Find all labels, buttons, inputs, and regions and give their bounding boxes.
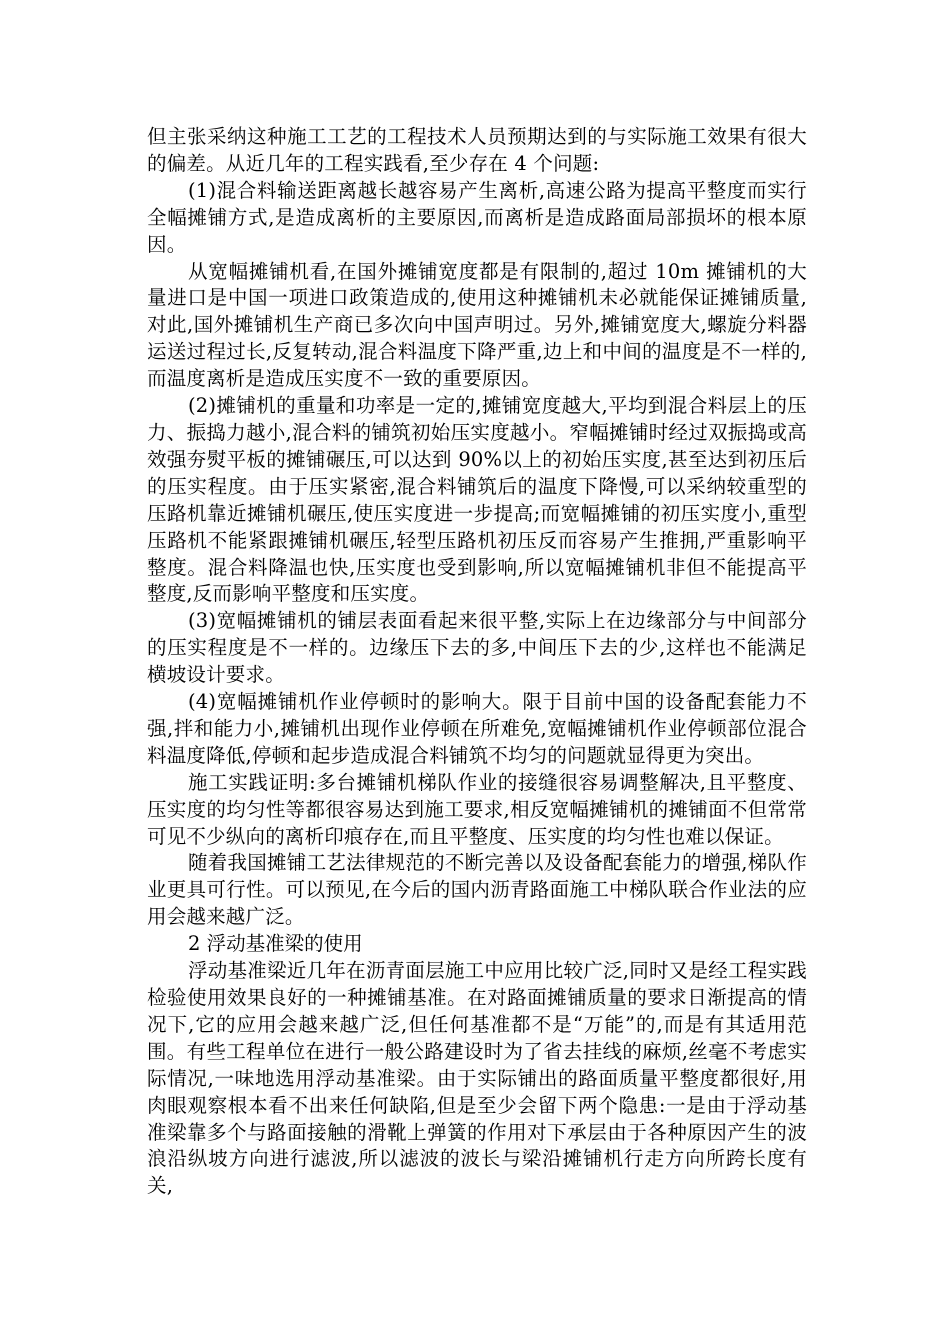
paragraph: 施工实践证明:多台摊铺机梯队作业的接缝很容易调整解决,且平整度、压实度的均匀性等都很容易达到施工要求,相反宽幅摊铺机的摊铺面不但常常可见不少纵向的离析印痕存在,而且平整度、压实度的均匀性也难以保证。	[147, 770, 807, 848]
paragraph: 但主张采纳这种施工工艺的工程技术人员预期达到的与实际施工效果有很大的偏差。从近几年的工程实践看,至少存在 4 个问题:	[147, 125, 807, 175]
paragraph: 从宽幅摊铺机看,在国外摊铺宽度都是有限制的,超过 10m 摊铺机的大量进口是中国一项进口政策造成的,使用这种摊铺机未必就能保证摊铺质量,对此,国外摊铺机生产商已多次向中国声明过。另外,摊铺宽度大,螺旋分料器运送过程过长,反复转动,混合料温度下降严重,边上和中间的温度是不一样的,而温度离析是造成压实度不一致的重要原因。	[147, 259, 807, 391]
paragraph: (3)宽幅摊铺机的铺层表面看起来很平整,实际上在边缘部分与中间部分的压实程度是不一样的。边缘压下去的多,中间压下去的少,这样也不能满足横坡设计要求。	[147, 609, 807, 687]
paragraph: (1)混合料输送距离越长越容易产生离析,高速公路为提高平整度而实行全幅摊铺方式,是造成离析的主要原因,而离析是造成路面局部损坏的根本原因。	[147, 178, 807, 256]
paragraph: (4)宽幅摊铺机作业停顿时的影响大。限于目前中国的设备配套能力不强,拌和能力小,摊铺机出现作业停顿在所难免,宽幅摊铺机作业停顿部位混合料温度降低,停顿和起步造成混合料铺筑不均匀的问题就显得更为突出。	[147, 690, 807, 767]
section-heading: 2 浮动基准梁的使用	[188, 932, 363, 956]
paragraph: 浮动基准梁近几年在沥青面层施工中应用比较广泛,同时又是经工程实践检验使用效果良好的一种摊铺基准。在对路面摊铺质量的要求日渐提高的情况下,它的应用会越来越广泛,但任何基准都不是“万能”的,而是有其适用范围。有些工程单位在进行一般公路建设时为了省去挂线的麻烦,丝毫不考虑实际情况,一味地选用浮动基准梁。由于实际铺出的路面质量平整度都很好,用肉眼观察根本看不出来任何缺陷,但是至少会留下两个隐患:一是由于浮动基准梁靠多个与路面接触的滑靴上弹簧的作用对下承层由于各种原因产生的波浪沿纵坡方向进行滤波,所以滤波的波长与梁沿摊铺机行走方向所跨长度有关,	[147, 959, 807, 1198]
paragraph: 随着我国摊铺工艺法律规范的不断完善以及设备配套能力的增强,梯队作业更具可行性。可以预见,在今后的国内沥青路面施工中梯队联合作业法的应用会越来越广泛。	[147, 851, 807, 929]
document-body	[147, 124, 807, 1200]
paragraph: (2)摊铺机的重量和功率是一定的,摊铺宽度越大,平均到混合料层上的压力、振捣力越小,混合料的铺筑初始压实度越小。窄幅摊铺时经过双振捣或高效强夯熨平板的摊铺碾压,可以达到 90%以上的初始压实度,甚至达到初压后的压实程度。由于压实紧密,混合料铺筑后的温度下降慢,可以采纳较重型的压路机靠近摊铺机碾压,使压实度进一步提高;而宽幅摊铺的初压实度小,重型压路机不能紧跟摊铺机碾压,轻型压路机初压反而容易产生推拥,严重影响平整度。混合料降温也快,压实度也受到影响,所以宽幅摊铺机非但不能提高平整度,反而影响平整度和压实度。	[147, 394, 807, 606]
